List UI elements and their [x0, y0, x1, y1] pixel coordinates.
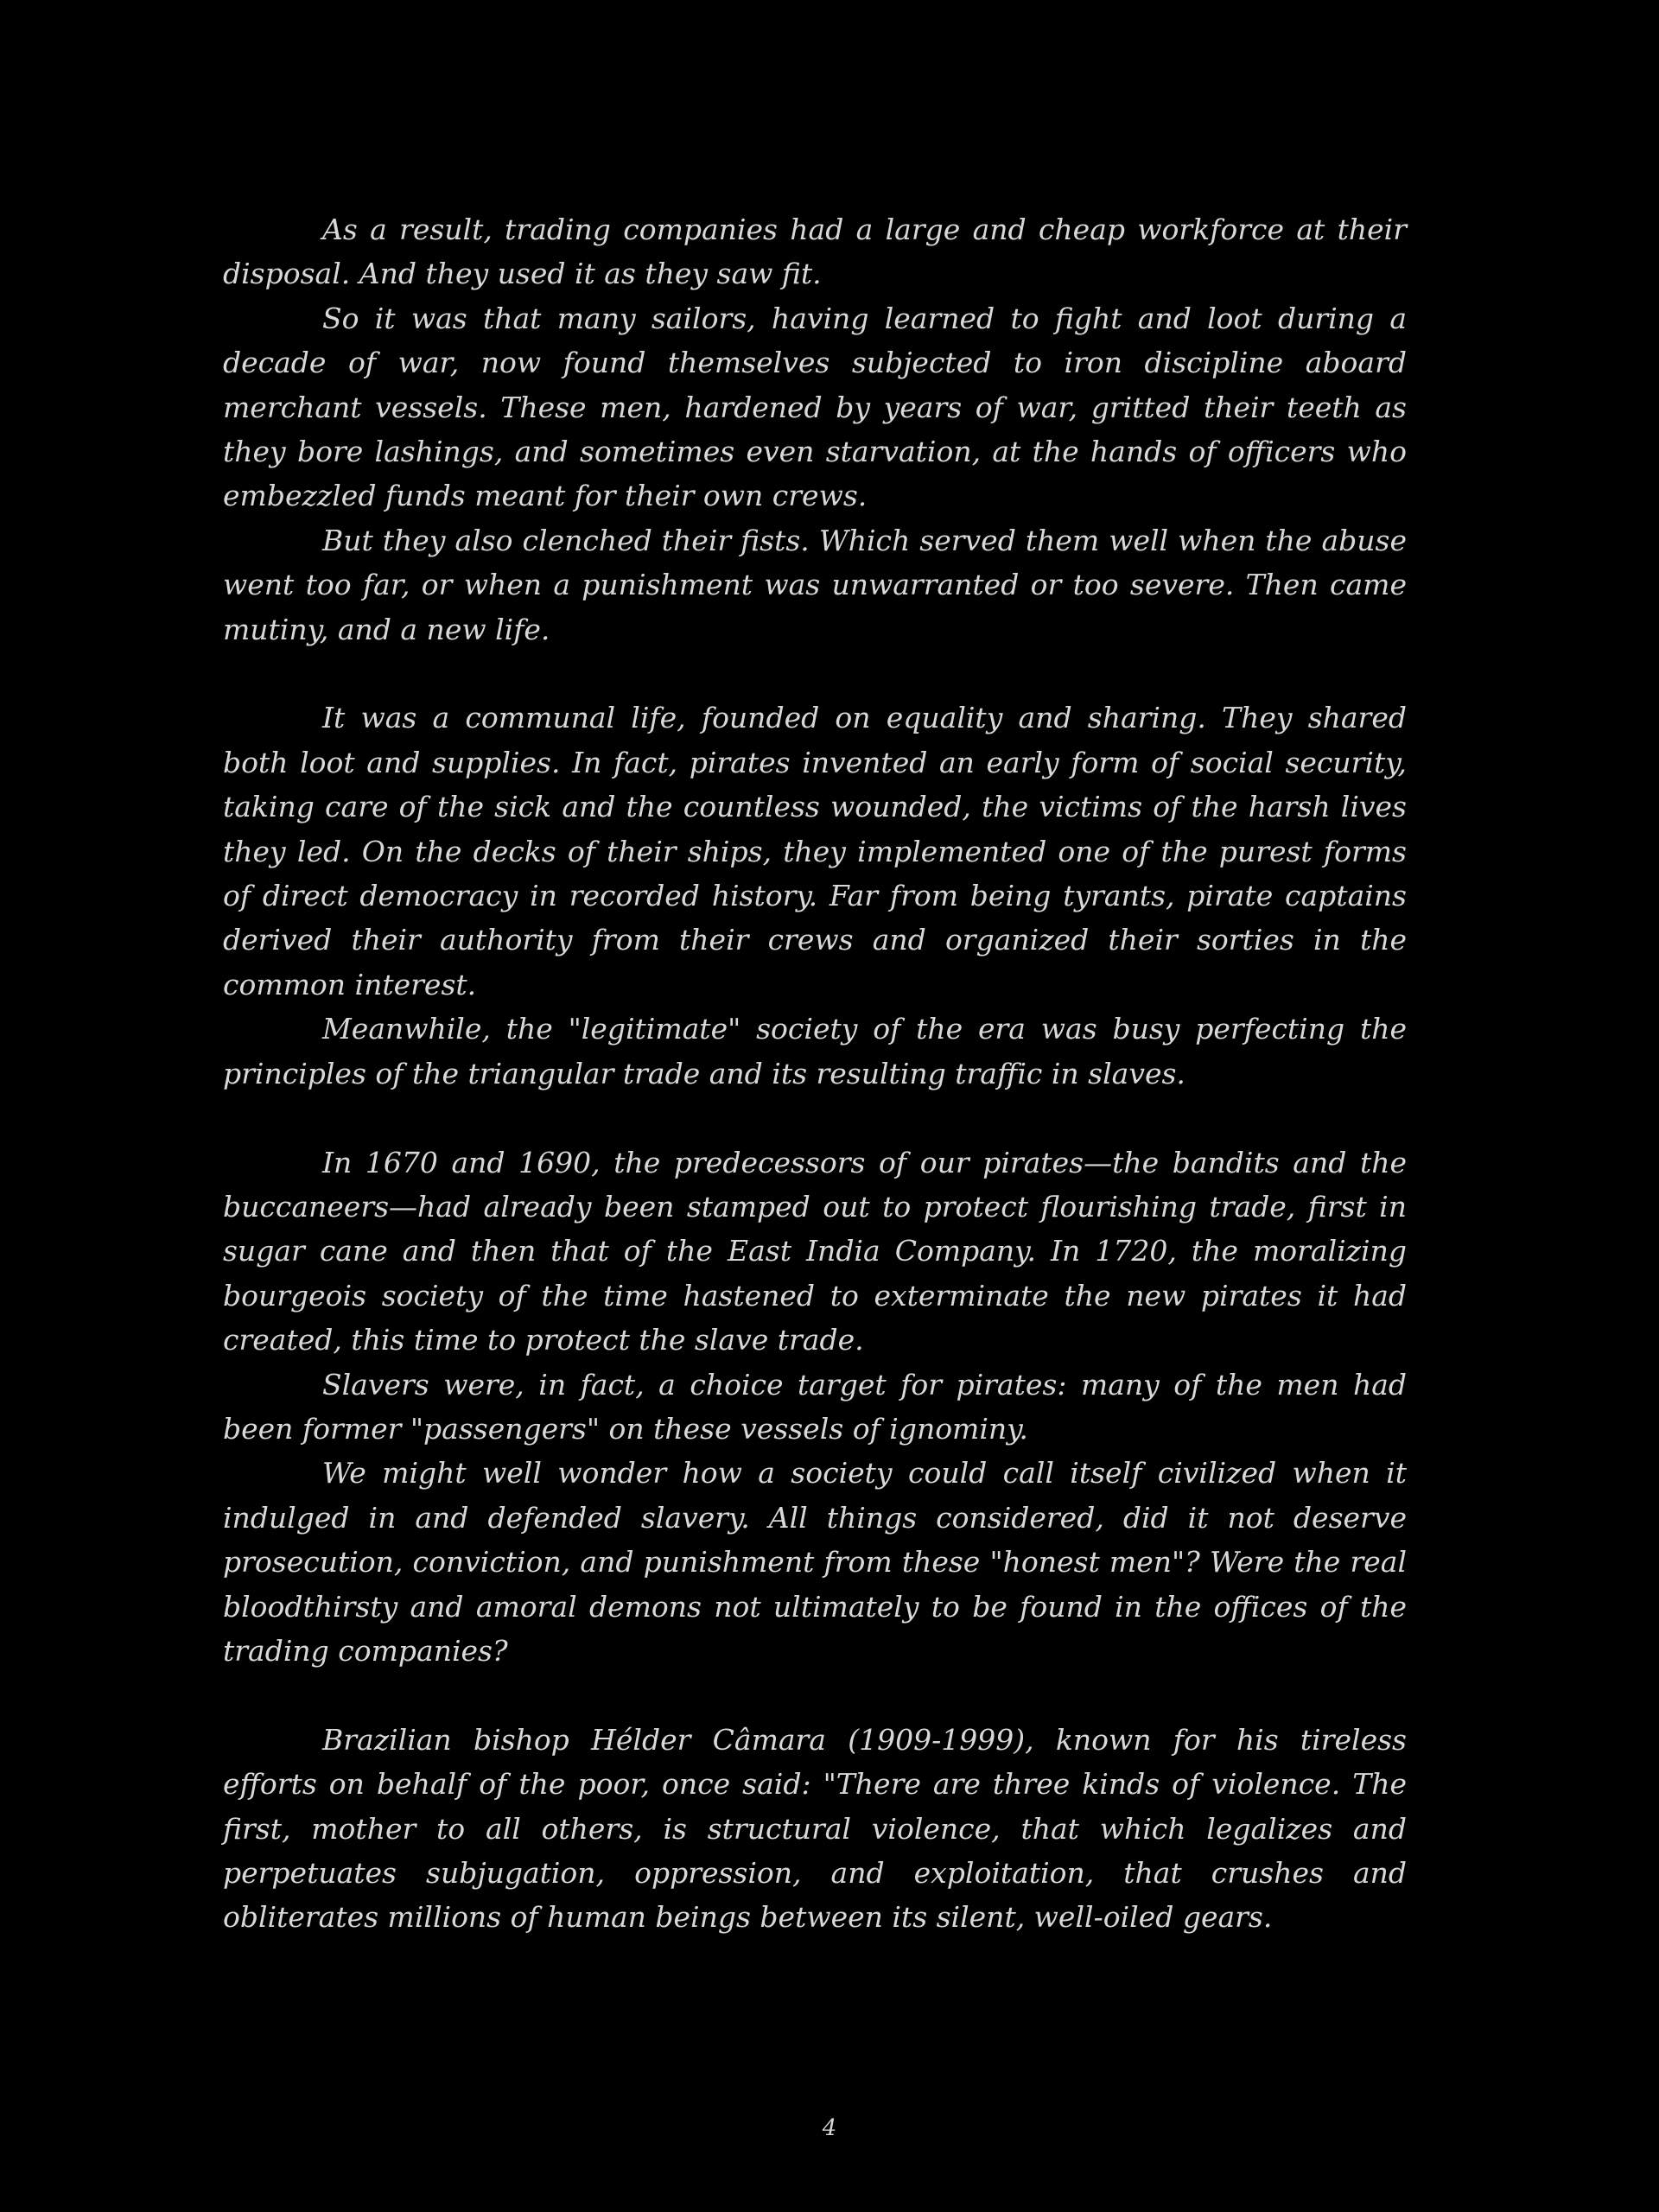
body-text: [223, 207, 1407, 1940]
paragraph: As a result, trading companies had a large and cheap workforce at their disposal. And they used it as they saw fit.: [223, 213, 1407, 291]
paragraph: Meanwhile, the "legitimate" society of the era was busy perfecting the principles of the triangular trade and its resulting traffic in slaves.: [223, 1012, 1407, 1090]
paragraph: It was a communal life, founded on equality and sharing. They shared both loot and supplies. In fact, pirates invented an early form of social security, taking care of the sick and the countless wounded, the victims of the harsh lives they led. On the decks of their ships, they implemented one of the purest forms of direct democracy in recorded history. Far from being tyrants, pirate captains derived their authority from their crews and organized their sorties in the common interest.: [223, 701, 1407, 1001]
paragraph: But they also clenched their fists. Which served them well when the abuse went too far, or when a punishment was unwarranted or too severe. Then came mutiny, and a new life.: [223, 523, 1407, 646]
paragraph: So it was that many sailors, having learned to fight and loot during a decade of war, now found themselves subjected to iron discipline aboard merchant vessels. These men, hardened by years of war, gritted their teeth as they bore lashings, and sometimes even starvation, at the hands of officers who embezzled funds meant for their own crews.: [223, 301, 1407, 513]
page-number: 4: [822, 2115, 837, 2141]
paragraph: In 1670 and 1690, the predecessors of our pirates—the bandits and the buccaneers—had already been stamped out to protect flourishing trade, first in sugar cane and then that of the East India Company. In 1720, the moralizing bourgeois society of the time hastened to exterminate the new pirates it had created, this time to protect the slave trade.: [223, 1145, 1407, 1357]
paragraph: We might well wonder how a society could call itself civilized when it indulged in and defended slavery. All things considered, did it not deserve prosecution, conviction, and punishment from these "honest men"? Were the real bloodthirsty and amoral demons not ultimately to be found in the offices of the trading companies?: [223, 1456, 1407, 1668]
paragraph: Slavers were, in fact, a choice target for pirates: many of the men had been former "passengers" on these vessels of ignominy.: [223, 1367, 1407, 1446]
paragraph: Brazilian bishop Hélder Câmara (1909-1999), known for his tireless efforts on behalf of the poor, once said: "There are three kinds of violence. The first, mother to all others, is structural violence, that which legalizes and perpetuates subjugation, oppression, and exploitation, that crushes and obliterates millions of human beings between its silent, well-oiled gears.: [223, 1722, 1407, 1935]
